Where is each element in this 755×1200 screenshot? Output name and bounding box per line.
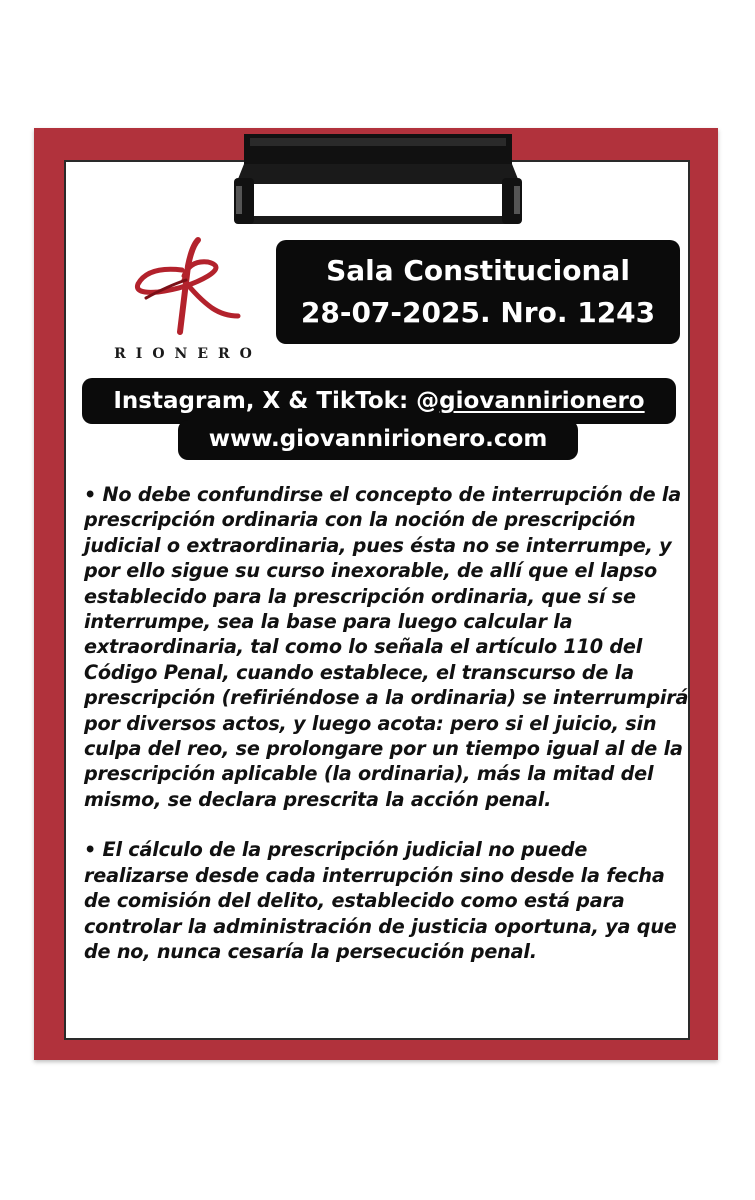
rionero-logo <box>90 236 286 366</box>
ruling-title-badge <box>276 240 680 344</box>
ruling-summary <box>84 482 690 989</box>
ruling-date-number: 28-07-2025. Nro. 1243 <box>300 296 656 329</box>
social-handles-badge <box>82 378 676 424</box>
logo-text: RIONERO <box>114 346 262 362</box>
website-badge <box>178 420 578 460</box>
summary-paragraph-2: • El cálculo de la prescripción judicial no puede realizarse desde cada interrupción sino desde la fecha de comisión del delito, establecido como está para controlar la administración de justicia oportuna, ya que de no, nunca cesaría la persecución penal. <box>84 838 677 963</box>
social-prefix: Instagram, X & TikTok: <box>113 388 417 414</box>
summary-paragraph-1: • No debe confundirse el concepto de interrupción de la prescripción ordinaria con la noción de prescripción judicial o extraordinaria, pues ésta no se interrumpe, y por ello sigue su curso inexorable, de allí que el lapso establecido para la prescripción ordinaria, que sí se interrumpe, sea la base para luego calcular la extraordinaria, tal como lo señala el artículo 110 del Código Penal, cuando establece, el transcurso de la prescripción (refiriéndose a la ordinaria) se interrumpirá por diversos actos, y luego acota: pero si el juicio, sin culpa del reo, se prolongare por un tiempo igual al de la prescripción aplicable (la ordinaria), más la mitad del mismo, se declara prescrita la acción penal. <box>84 483 689 811</box>
court-name: Sala Constitucional <box>326 254 630 287</box>
threads-at-icon: @ <box>416 388 440 414</box>
social-handle[interactable]: giovannirionero <box>439 388 645 414</box>
rionero-r-logo <box>128 236 248 336</box>
clip-icon <box>228 134 528 230</box>
website-link[interactable]: www.giovannirionero.com <box>208 426 548 452</box>
